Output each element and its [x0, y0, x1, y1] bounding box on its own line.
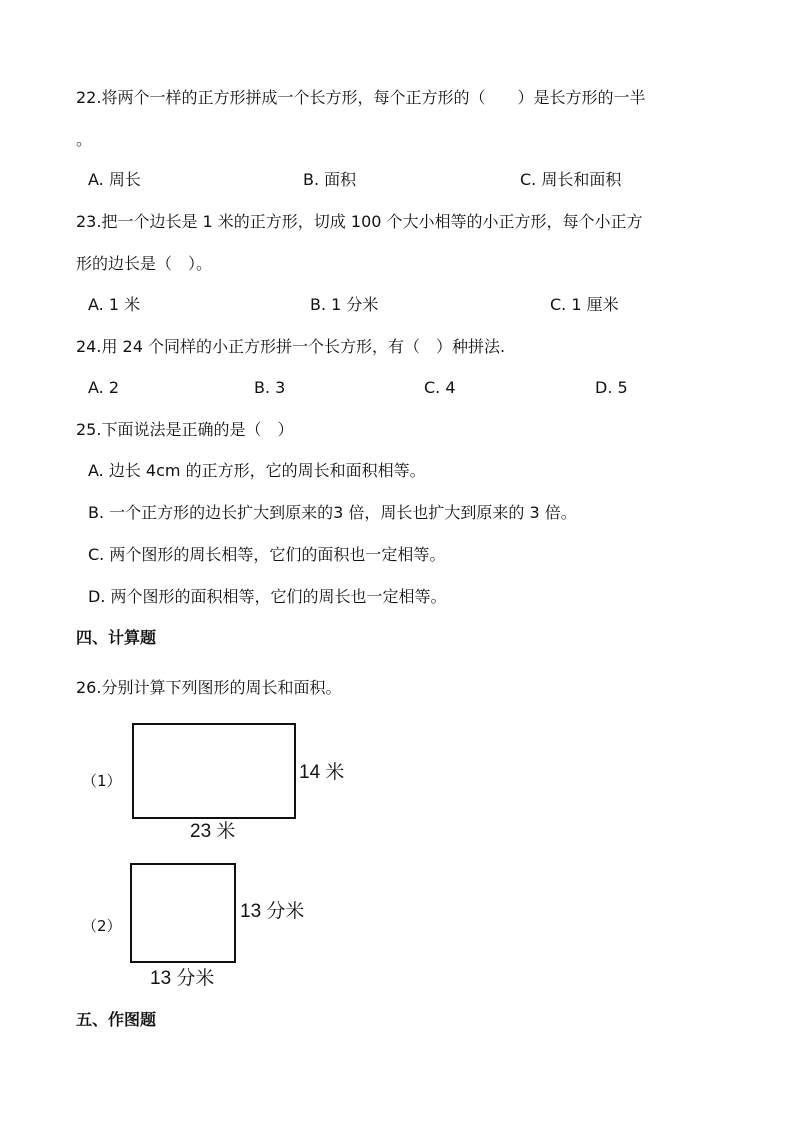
- q24-text: 24.用 24 个同样的小正方形拼一个长方形，有（ ）种拼法.: [76, 337, 506, 356]
- figure-2-label: （2）: [82, 917, 122, 935]
- figure-2-square: [130, 863, 236, 963]
- q24-option-b[interactable]: B. 3: [254, 378, 286, 397]
- figure-1-label: （1）: [82, 772, 122, 790]
- q25-text: 25.下面说法是正确的是（ ）: [76, 420, 294, 439]
- q23-text-line1: 23.把一个边长是 1 米的正方形，切成 100 个大小相等的小正方形，每个小正方: [76, 212, 643, 231]
- q24-option-d[interactable]: D. 5: [595, 378, 628, 397]
- q22-text-line2: 。: [76, 130, 93, 149]
- q24-option-a[interactable]: A. 2: [88, 378, 120, 397]
- figure-2-width-label: 13 分米: [150, 968, 215, 989]
- q25-option-b[interactable]: B. 一个正方形的边长扩大到原来的3 倍，周长也扩大到原来的 3 倍。: [88, 503, 577, 522]
- figure-1-width-label: 23 米: [190, 821, 236, 842]
- q26-text: 26.分别计算下列图形的周长和面积。: [76, 678, 342, 697]
- section-4-title: 四、计算题: [76, 628, 157, 647]
- q22-option-a[interactable]: A. 周长: [88, 170, 141, 189]
- q23-option-c[interactable]: C. 1 厘米: [550, 295, 619, 314]
- figure-2-height-label: 13 分米: [240, 901, 305, 922]
- q22-option-b[interactable]: B. 面积: [303, 170, 357, 189]
- q23-text-line2: 形的边长是（ ）。: [76, 254, 213, 273]
- q25-option-c[interactable]: C. 两个图形的周长相等，它们的面积也一定相等。: [88, 545, 446, 564]
- q25-option-d[interactable]: D. 两个图形的面积相等，它们的周长也一定相等。: [88, 587, 447, 606]
- q22-text-line1: 22.将两个一样的正方形拼成一个长方形，每个正方形的（ ）是长方形的一半: [76, 88, 646, 107]
- section-5-title: 五、作图题: [76, 1010, 157, 1029]
- q25-option-a[interactable]: A. 边长 4cm 的正方形，它的周长和面积相等。: [88, 461, 426, 480]
- figure-1-rectangle: [132, 723, 296, 819]
- q23-option-b[interactable]: B. 1 分米: [310, 295, 379, 314]
- figure-1-height-label: 14 米: [299, 762, 345, 783]
- q22-option-c[interactable]: C. 周长和面积: [520, 170, 622, 189]
- q24-option-c[interactable]: C. 4: [424, 378, 456, 397]
- q23-option-a[interactable]: A. 1 米: [88, 295, 141, 314]
